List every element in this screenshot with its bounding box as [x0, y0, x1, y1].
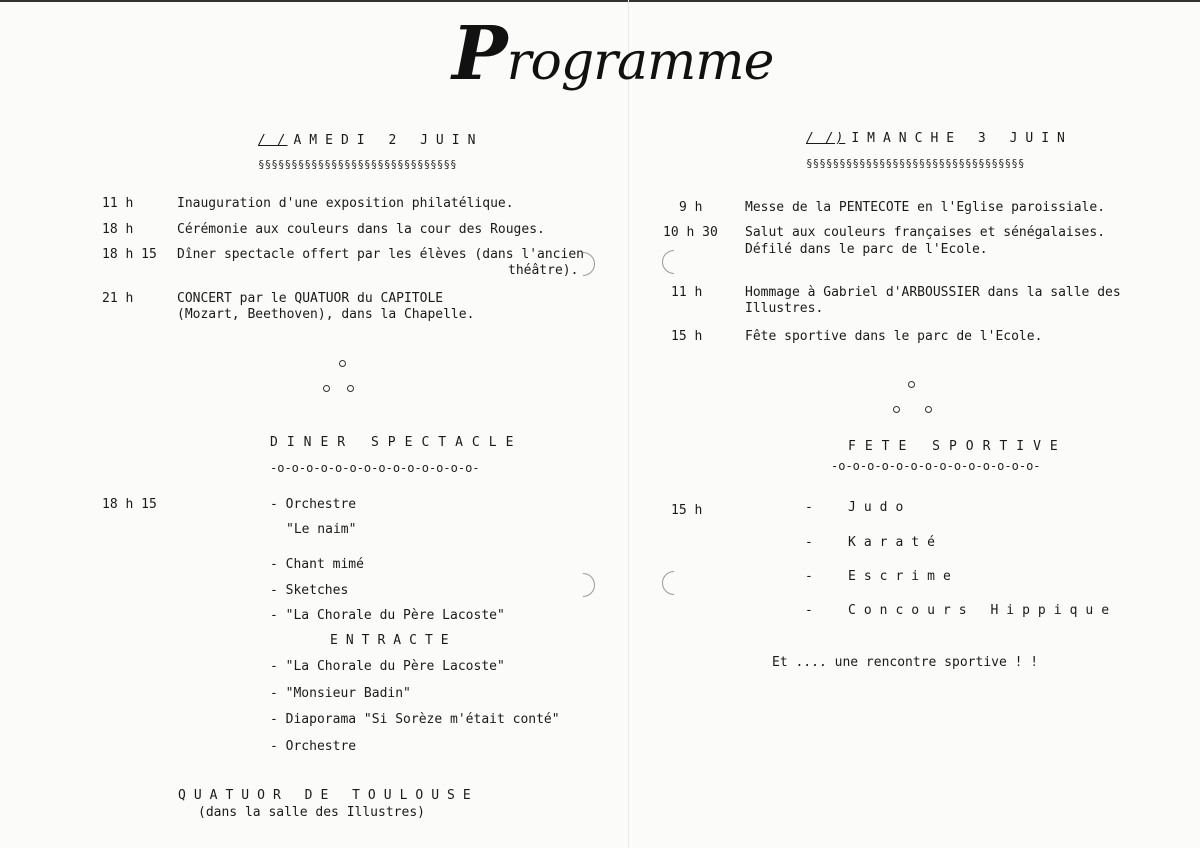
punch-hole — [662, 571, 686, 595]
fete-item: Escrime — [848, 569, 959, 584]
fete-item: Concours Hippique — [848, 603, 1118, 618]
programme-title — [452, 6, 774, 102]
fete-item-dash: - — [805, 535, 813, 550]
left-event-text: Dîner spectacle offert par les élèves (dans l'ancien — [177, 247, 584, 262]
fete-item-dash: - — [805, 603, 813, 618]
right-event-text: Salut aux couleurs françaises et sénégalaises. — [745, 225, 1106, 240]
right-day-text: IMANCHE 3 JUIN — [851, 131, 1073, 146]
punch-hole — [662, 250, 686, 274]
punch-hole — [571, 573, 595, 597]
right-event-time: 15 h — [671, 329, 703, 344]
left-event-text: Cérémonie aux couleurs dans la cour des Rouges. — [177, 222, 545, 237]
right-event-time: 11 h — [671, 285, 703, 300]
fete-sportive-title: FETE SPORTIVE — [848, 439, 1067, 454]
top-border-line — [0, 0, 1200, 2]
left-event-time: 11 h — [102, 196, 134, 211]
right-event-text-cont: Illustres. — [745, 301, 824, 316]
right-event-text: Hommage à Gabriel d'ARBOUSSIER dans la salle des — [745, 285, 1121, 300]
left-event-text-cont: (Mozart, Beethoven), dans la Chapelle. — [177, 307, 475, 322]
diner-item: - Chant mimé — [270, 557, 364, 572]
right-event-time: 10 h 30 — [663, 225, 718, 240]
quatuor-subtitle: (dans la salle des Illustres) — [198, 805, 425, 820]
ornament-circle — [323, 385, 330, 392]
diner-item: "Le naim" — [286, 522, 357, 537]
fete-closing: Et .... une rencontre sportive ! ! — [772, 655, 1039, 670]
diner-item: - "Monsieur Badin" — [270, 686, 411, 701]
right-event-time: 9 h — [679, 200, 703, 215]
diner-time: 18 h 15 — [102, 497, 157, 512]
fete-time: 15 h — [671, 503, 703, 518]
title-rest: rogramme — [506, 32, 774, 92]
diner-item: - "La Chorale du Père Lacoste" — [270, 659, 505, 674]
right-event-text: Messe de la PENTECOTE en l'Eglise paroissiale. — [745, 200, 1106, 215]
ornament-circle — [908, 381, 915, 388]
left-event-text: CONCERT par le QUATUOR du CAPITOLE — [177, 291, 444, 306]
ornament-circle — [339, 360, 346, 367]
left-event-text-cont: théâtre). — [508, 263, 579, 278]
diner-item: - Diaporama "Si Sorèze m'était conté" — [270, 712, 560, 727]
diner-item: - Sketches — [270, 583, 349, 598]
fete-item-dash: - — [805, 500, 813, 515]
quatuor-title: QUATUOR DE TOULOUSE — [178, 788, 479, 803]
title-initial: P — [452, 11, 507, 97]
ornament-circle — [925, 406, 932, 413]
diner-spectacle-title: DINER SPECTACLE — [270, 435, 523, 450]
left-event-text: Inauguration d'une exposition philatélique. — [177, 196, 514, 211]
right-event-text: Fête sportive dans le parc de l'Ecole. — [745, 329, 1043, 344]
ornament-circle — [347, 385, 354, 392]
diner-rule: -o-o-o-o-o-o-o-o-o-o-o-o-o-o- — [270, 461, 480, 475]
diner-item: - "La Chorale du Père Lacoste" — [270, 608, 505, 623]
ornament-circle — [893, 406, 900, 413]
diner-item: - Orchestre — [270, 497, 357, 512]
center-fold — [628, 0, 629, 848]
entracte-label: ENTRACTE — [330, 633, 457, 648]
left-event-time: 18 h — [102, 222, 134, 237]
left-day-heading — [258, 133, 483, 148]
right-section-sign-rule: §§§§§§§§§§§§§§§§§§§§§§§§§§§§§§§§§ — [806, 157, 1025, 170]
left-day-mark: / / — [258, 133, 288, 148]
fete-rule: -o-o-o-o-o-o-o-o-o-o-o-o-o-o- — [831, 459, 1041, 473]
diner-item: - Orchestre — [270, 739, 357, 754]
fete-item-dash: - — [805, 569, 813, 584]
right-day-mark: / /) — [806, 131, 846, 146]
left-event-time: 18 h 15 — [102, 247, 157, 262]
left-day-text: AMEDI 2 JUIN — [293, 133, 484, 148]
right-event-text-cont: Défilé dans le parc de l'Ecole. — [745, 242, 988, 257]
fete-item: Karaté — [848, 535, 943, 550]
fete-item: Judo — [848, 500, 912, 515]
left-event-time: 21 h — [102, 291, 134, 306]
right-day-heading — [806, 131, 1073, 146]
left-section-sign-rule: §§§§§§§§§§§§§§§§§§§§§§§§§§§§§§ — [258, 158, 457, 171]
